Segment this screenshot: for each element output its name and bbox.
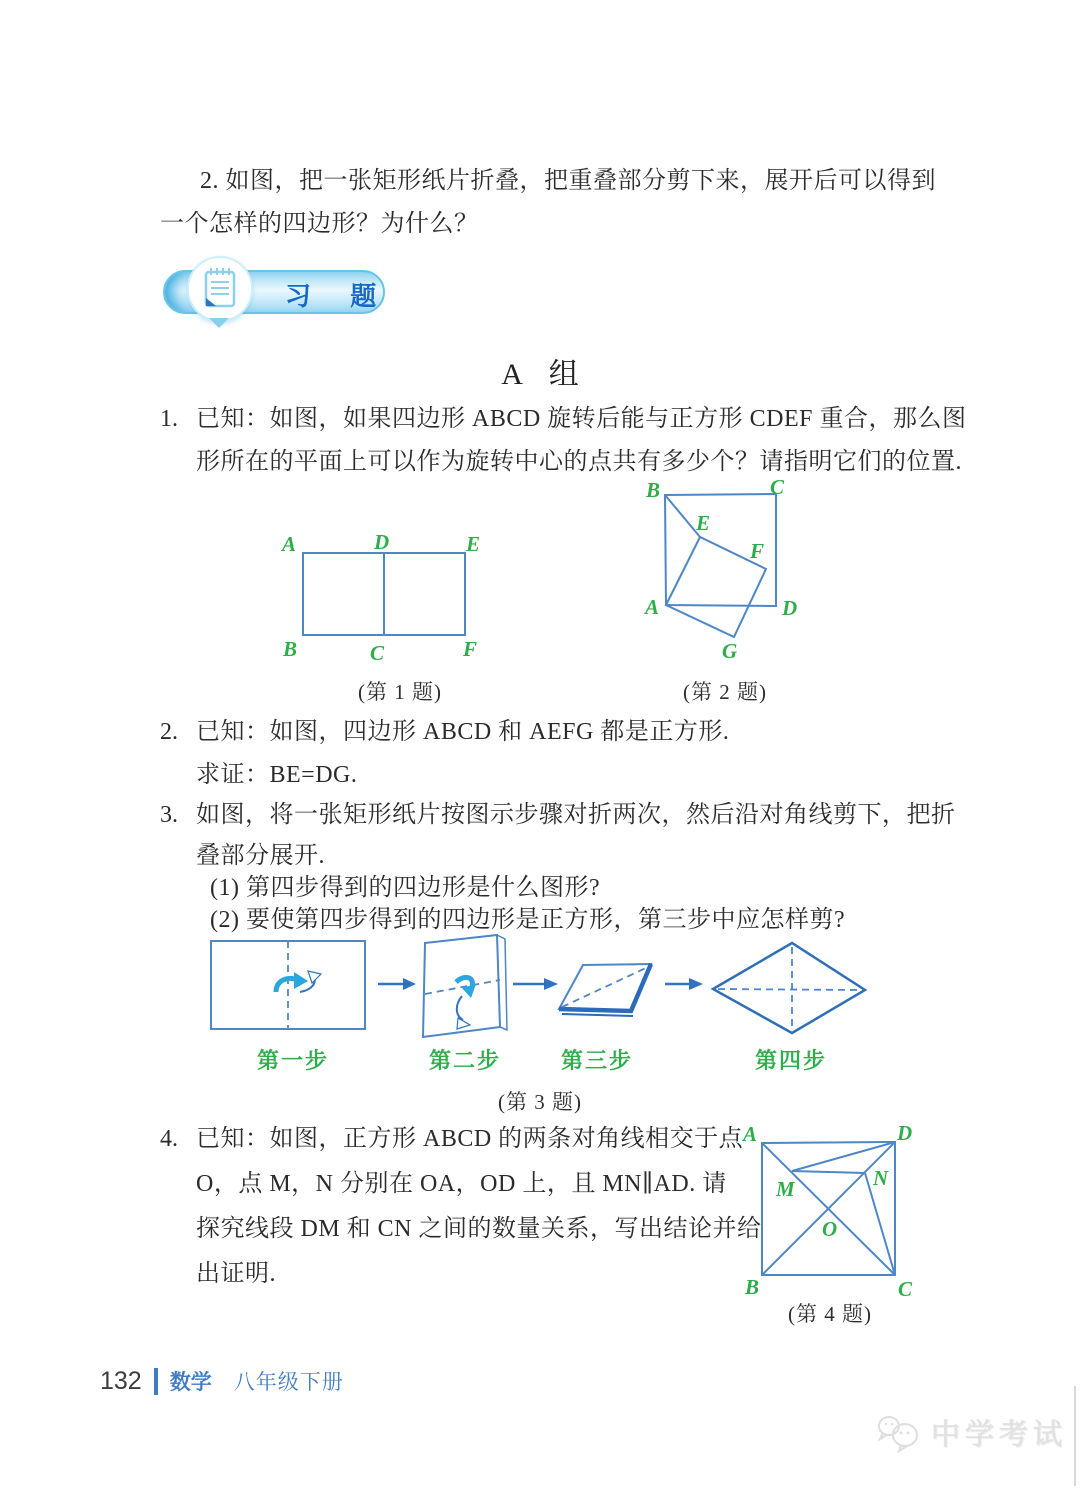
figure-2-caption: (第 2 题) (683, 680, 767, 704)
watermark-text: 中学考试 (931, 1419, 1068, 1451)
problem-1-line-2: 形所在的平面上可以作为旋转中心的点共有多少个？请指明它们的位置. (196, 449, 962, 475)
fig4-label-O: O (822, 1217, 838, 1241)
problem-4-line-1: 已知：如图，正方形 ABCD 的两条对角线相交于点 (196, 1126, 744, 1152)
step-4-label: 第四步 (754, 1048, 828, 1073)
edge-line (1074, 1386, 1076, 1486)
fig2-label-D: D (782, 596, 798, 620)
problem-3-number: 3. (160, 802, 178, 828)
fig1-label-E: E (466, 532, 481, 556)
fig4-label-C: C (898, 1277, 913, 1301)
figure-4-square-diagonals (740, 1123, 920, 1313)
problem-4-line-4: 出证明. (196, 1261, 276, 1287)
fig4-label-B: B (745, 1275, 760, 1299)
figure-2-rotated-squares (620, 470, 830, 670)
banner-label: 习 题 (285, 281, 393, 311)
fig1-label-A: A (282, 532, 297, 556)
intro-problem-line-1: 2. 如图，把一张矩形纸片折叠，把重叠部分剪下来，展开后可以得到 (200, 168, 936, 194)
fig4-label-D: D (897, 1121, 913, 1145)
watermark (875, 1412, 1067, 1453)
fig2-label-B: B (646, 478, 661, 502)
banner-pointer-triangle (209, 318, 229, 328)
problem-2-number: 2. (160, 719, 178, 745)
page-footer (100, 1366, 344, 1396)
problem-4-line-2: O，点 M，N 分别在 OA，OD 上，且 MN∥AD. 请 (196, 1171, 727, 1197)
group-a-heading: A 组 (501, 358, 589, 391)
step-2-label: 第二步 (428, 1048, 502, 1073)
problem-4-number: 4. (160, 1126, 178, 1152)
problem-3-item-2: (2) 要使第四步得到的四边形是正方形，第三步中应怎样剪? (210, 907, 846, 933)
fig2-label-F: F (750, 539, 765, 563)
notebook-icon (189, 258, 251, 320)
fig2-label-G: G (722, 639, 738, 663)
fig4-label-A: A (743, 1122, 758, 1146)
exercise-banner (163, 256, 403, 326)
problem-3-item-1: (1) 第四步得到的四边形是什么图形? (210, 875, 601, 901)
fig1-label-D: D (374, 530, 390, 554)
problem-2-line-1: 已知：如图，四边形 ABCD 和 AEFG 都是正方形. (196, 719, 730, 745)
figure-3-caption: (第 3 题) (498, 1090, 582, 1114)
figure-3-folding-steps (200, 930, 880, 1080)
fig1-label-C: C (370, 641, 385, 665)
footer-subject: 数学 (169, 1371, 212, 1394)
fig1-label-F: F (463, 637, 478, 661)
problem-1-line-1: 已知：如图，如果四边形 ABCD 旋转后能与正方形 CDEF 重合，那么图 (196, 406, 967, 432)
footer-edition: 八年级下册 (233, 1371, 344, 1394)
fig4-label-M: M (776, 1177, 795, 1201)
wechat-icon (875, 1413, 923, 1453)
banner-circle (187, 256, 253, 322)
problem-3-line-2: 叠部分展开. (196, 843, 325, 869)
fig4-label-N: N (873, 1166, 889, 1190)
fig1-label-B: B (283, 637, 298, 661)
problem-1-number: 1. (160, 406, 178, 432)
fig2-label-C: C (770, 475, 785, 499)
page-number: 132 (100, 1366, 142, 1395)
step-1-label: 第一步 (256, 1048, 330, 1073)
figure-1-two-squares (270, 523, 500, 673)
figure-4-caption: (第 4 题) (788, 1302, 872, 1326)
problem-2-line-2: 求证：BE=DG. (196, 762, 358, 788)
fig2-label-E: E (696, 511, 711, 535)
problem-3-line-1: 如图，将一张矩形纸片按图示步骤对折两次，然后沿对角线剪下，把折 (196, 802, 956, 828)
fig2-label-A: A (645, 595, 660, 619)
figure-1-caption: (第 1 题) (358, 680, 442, 704)
footer-divider (154, 1368, 158, 1395)
problem-4-line-3: 探究线段 DM 和 CN 之间的数量关系，写出结论并给 (196, 1216, 762, 1242)
intro-problem-line-2: 一个怎样的四边形？为什么？ (160, 211, 479, 237)
step-3-label: 第三步 (560, 1048, 634, 1073)
